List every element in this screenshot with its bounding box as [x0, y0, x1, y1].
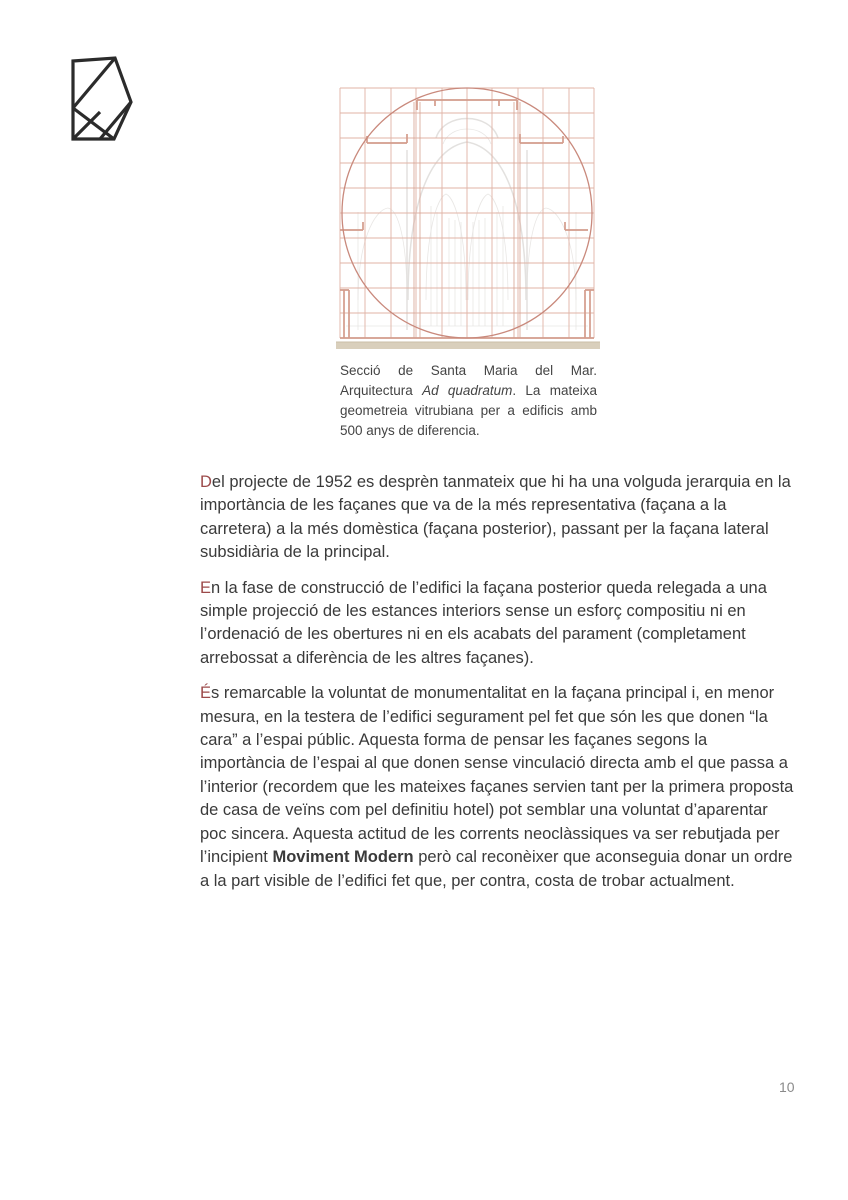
paragraph-2	[200, 577, 796, 671]
drop-initial-3: É	[200, 684, 212, 703]
figure-caption	[340, 361, 597, 441]
body-text	[200, 471, 796, 905]
caption-text-2: . La mateixa geometreia vitrubiana per a edificis amb 500 anys de diferencia.	[340, 383, 597, 438]
drop-initial-1: D	[200, 473, 212, 491]
paragraph-1	[200, 471, 796, 565]
paragraph-3	[200, 682, 796, 893]
caption-italic-term: Ad quadratum	[422, 383, 513, 398]
paragraph-3-text-a: s remarcable la voluntat de monumentalitat en la façana principal i, en menor mesura, en la testera de l’edifici segurament pel fet que són les que donen “la cara” a l’espai públic. Aquesta forma de pensar les façanes segons la importància de l’espai al que donen sense vinculació directa amb el que passa a l’interior (recordem que les mateixes façanes servien tant per la primera proposta de casa de veïns com pel definitiu hotel) pot semblar una voluntat d’aparentar poc sincera. Aquesta actitud de les corrents neoclàssiques va ser rebutjada per l’incipient	[200, 684, 794, 867]
ground-line	[336, 342, 600, 349]
page-number: 10	[779, 1079, 795, 1095]
paragraph-1-text: el projecte de 1952 es desprèn tanmateix que hi ha una volguda jerarquia en la importància de les façanes que va de la més representativa (façana a la carretera) a la més domèstica (façana posterior), passant per la façana lateral subsidiària de la principal.	[200, 473, 791, 562]
geometric-d-logo-icon	[70, 56, 134, 142]
drop-initial-2: E	[200, 578, 212, 597]
paragraph-2-text: n la fase de construcció de l’edifici la façana posterior queda relegada a una simple projecció de les estances interiors sense un esforç compositiu ni en l’ordenació de les obertures ni en els acabats del parament (completament arrebossat a diferència de les altres façanes).	[200, 578, 767, 667]
paragraph-3-text-b: però cal reconèixer que aconseguia donar un ordre a la part visible de l’edifici fet que, per contra, costa de trobar actualment.	[200, 848, 793, 890]
paragraph-3-bold-term: Moviment Modern	[272, 848, 414, 867]
section-drawing-image	[336, 86, 600, 354]
figure-section-drawing	[336, 86, 600, 354]
caption-text-1: Secció de Santa Maria del Mar. Arquitectura	[340, 363, 597, 398]
